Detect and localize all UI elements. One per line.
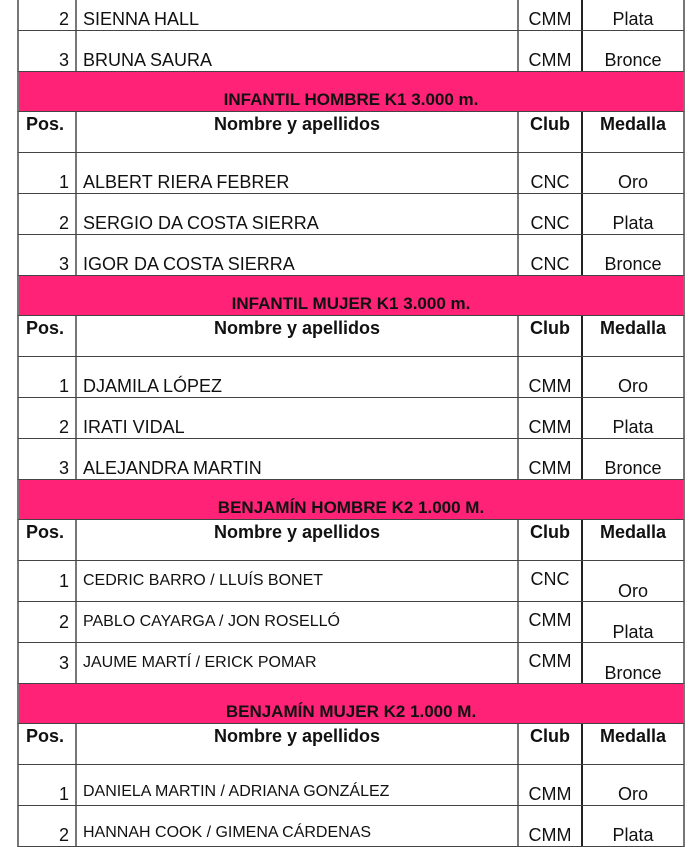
medal-text: Bronce xyxy=(604,254,662,274)
pos-text: 3 xyxy=(58,458,69,478)
club-cell xyxy=(519,153,583,193)
medal-text: Oro xyxy=(617,376,648,396)
pos-cell xyxy=(19,194,77,234)
medal-cell xyxy=(583,602,683,642)
club-cell xyxy=(519,765,583,805)
header-medal: Medalla xyxy=(599,522,667,542)
name-cell xyxy=(77,602,519,642)
table-row xyxy=(17,806,685,847)
header-pos: Pos. xyxy=(19,112,77,152)
club-cell xyxy=(519,602,583,642)
medal-text: Oro xyxy=(617,581,648,601)
pos-text: 1 xyxy=(58,784,69,804)
column-header-row xyxy=(17,112,685,153)
header-medal: Medalla xyxy=(599,726,667,746)
section-title-band xyxy=(17,684,685,724)
name-text: DANIELA MARTIN / ADRIANA GONZÁLEZ xyxy=(83,783,390,800)
medal-cell xyxy=(583,439,683,479)
pos-cell xyxy=(19,153,77,193)
header-club: Club xyxy=(519,112,583,152)
pos-text: 2 xyxy=(58,213,69,233)
club-text: CMM xyxy=(528,376,572,396)
club-text: CMM xyxy=(528,458,572,478)
club-cell xyxy=(519,398,583,438)
medal-text: Oro xyxy=(617,784,648,804)
header-club: Club xyxy=(519,724,583,764)
medal-text: Bronce xyxy=(604,458,662,478)
name-text: PABLO CAYARGA / JON ROSELLÓ xyxy=(83,613,340,630)
header-club: Club xyxy=(519,316,583,356)
section-title: INFANTIL HOMBRE K1 3.000 m. xyxy=(223,90,479,109)
medal-text: Plata xyxy=(612,9,654,29)
results-table xyxy=(17,0,685,847)
name-text: DJAMILA LÓPEZ xyxy=(83,376,223,396)
column-header-row xyxy=(17,724,685,765)
medal-cell xyxy=(583,561,683,601)
table-row xyxy=(17,31,685,72)
name-text: BRUNA SAURA xyxy=(83,50,213,70)
medal-cell xyxy=(583,765,683,805)
name-cell xyxy=(77,561,519,601)
medal-cell xyxy=(583,31,683,71)
pos-cell xyxy=(19,0,77,30)
name-text: CEDRIC BARRO / LLUÍS BONET xyxy=(83,572,324,589)
section-title-band xyxy=(17,72,685,112)
pos-text: 2 xyxy=(58,612,69,632)
section-title-band xyxy=(17,276,685,316)
name-text: JAUME MARTÍ / ERICK POMAR xyxy=(83,654,317,671)
name-cell xyxy=(77,31,519,71)
pos-text: 2 xyxy=(58,825,69,845)
pos-text: 2 xyxy=(58,9,69,29)
pos-text: 1 xyxy=(58,571,69,591)
pos-cell xyxy=(19,643,77,683)
club-text: CNC xyxy=(530,213,570,233)
header-pos: Pos. xyxy=(19,520,77,560)
table-row xyxy=(17,561,685,602)
club-text: CNC xyxy=(530,569,570,589)
club-cell xyxy=(519,357,583,397)
medal-text: Bronce xyxy=(604,50,662,70)
table-row xyxy=(17,439,685,480)
medal-text: Plata xyxy=(612,825,654,845)
club-cell xyxy=(519,806,583,846)
header-name: Nombre y apellidos xyxy=(77,724,519,764)
header-medal: Medalla xyxy=(599,114,667,134)
name-text: IGOR DA COSTA SIERRA xyxy=(83,254,295,274)
medal-cell xyxy=(583,194,683,234)
header-medal: Medalla xyxy=(599,318,667,338)
header-pos: Pos. xyxy=(19,724,77,764)
club-text: CNC xyxy=(530,172,570,192)
medal-text: Plata xyxy=(612,417,654,437)
club-cell xyxy=(519,643,583,683)
medal-cell xyxy=(583,398,683,438)
name-cell xyxy=(77,643,519,683)
medal-cell xyxy=(583,806,683,846)
table-row xyxy=(17,235,685,276)
name-cell xyxy=(77,357,519,397)
medal-text: Bronce xyxy=(604,663,662,683)
name-cell xyxy=(77,398,519,438)
table-row xyxy=(17,398,685,439)
header-name: Nombre y apellidos xyxy=(77,520,519,560)
name-cell xyxy=(77,153,519,193)
pos-cell xyxy=(19,602,77,642)
name-cell xyxy=(77,0,519,30)
header-name: Nombre y apellidos xyxy=(77,112,519,152)
name-text: IRATI VIDAL xyxy=(83,417,185,437)
section-title: BENJAMÍN HOMBRE K2 1.000 M. xyxy=(217,498,485,517)
pos-cell xyxy=(19,561,77,601)
name-text: SIENNA HALL xyxy=(83,9,200,29)
pos-text: 1 xyxy=(58,376,69,396)
table-row xyxy=(17,765,685,806)
pos-cell xyxy=(19,235,77,275)
section-title: INFANTIL MUJER K1 3.000 m. xyxy=(231,294,471,313)
name-text: ALEJANDRA MARTIN xyxy=(83,458,262,478)
medal-cell xyxy=(583,357,683,397)
section-title-band xyxy=(17,480,685,520)
club-text: CMM xyxy=(528,825,572,845)
table-row xyxy=(17,194,685,235)
pos-cell xyxy=(19,357,77,397)
medal-text: Oro xyxy=(617,172,648,192)
name-cell xyxy=(77,194,519,234)
club-text: CNC xyxy=(530,254,570,274)
medal-cell xyxy=(583,0,683,30)
table-row xyxy=(17,602,685,643)
name-text: SERGIO DA COSTA SIERRA xyxy=(83,213,319,233)
name-cell xyxy=(77,235,519,275)
table-row xyxy=(17,643,685,684)
pos-cell xyxy=(19,439,77,479)
column-header-row xyxy=(17,316,685,357)
club-cell xyxy=(519,31,583,71)
club-cell xyxy=(519,561,583,601)
pos-text: 1 xyxy=(58,172,69,192)
table-row xyxy=(17,153,685,194)
section-title: BENJAMÍN MUJER K2 1.000 M. xyxy=(225,702,477,721)
club-text: CMM xyxy=(528,610,572,630)
medal-cell xyxy=(583,235,683,275)
pos-text: 3 xyxy=(58,254,69,274)
medal-text: Plata xyxy=(612,213,654,233)
name-text: HANNAH COOK / GIMENA CÁRDENAS xyxy=(83,824,372,841)
column-header-row xyxy=(17,520,685,561)
table-row xyxy=(17,357,685,398)
header-name: Nombre y apellidos xyxy=(77,316,519,356)
name-cell xyxy=(77,806,519,846)
header-club: Club xyxy=(519,520,583,560)
club-cell xyxy=(519,0,583,30)
medal-cell xyxy=(583,643,683,683)
club-text: CMM xyxy=(528,50,572,70)
pos-text: 3 xyxy=(58,653,69,673)
header-pos: Pos. xyxy=(19,316,77,356)
pos-cell xyxy=(19,31,77,71)
pos-cell xyxy=(19,398,77,438)
club-text: CMM xyxy=(528,784,572,804)
medal-text: Plata xyxy=(612,622,654,642)
pos-text: 3 xyxy=(58,50,69,70)
table-row xyxy=(17,0,685,31)
club-text: CMM xyxy=(528,417,572,437)
name-cell xyxy=(77,765,519,805)
club-text: CMM xyxy=(528,9,572,29)
club-cell xyxy=(519,235,583,275)
pos-cell xyxy=(19,806,77,846)
pos-text: 2 xyxy=(58,417,69,437)
pos-cell xyxy=(19,765,77,805)
name-text: ALBERT RIERA FEBRER xyxy=(83,172,290,192)
club-cell xyxy=(519,439,583,479)
medal-cell xyxy=(583,153,683,193)
club-text: CMM xyxy=(528,651,572,671)
name-cell xyxy=(77,439,519,479)
club-cell xyxy=(519,194,583,234)
